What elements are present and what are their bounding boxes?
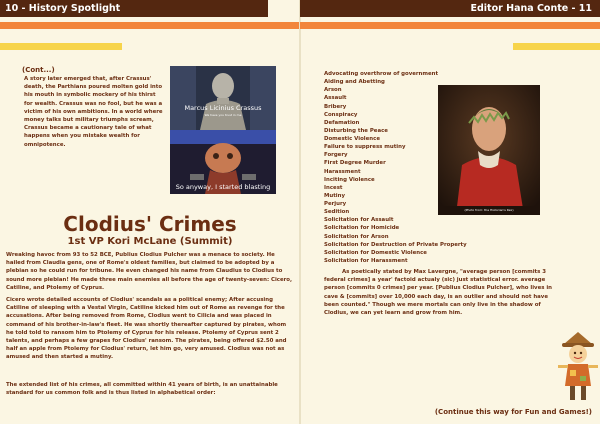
body-paragraph-2: Cicero wrote detailed accounts of Clodius' scandals as a political enemy; After accusing Catiline of sleeping with a Vestal Virgin, Catiline kicked him out of Rome as revenge for the accusations. After being removed from Rome, Clodius went to Cilicia and was placed in command of his brother-in-law's fleet. He was shortly thereafter captured by pirates, whom he told told to ransom him to Ptolemy of Cyprus for his release. Ptolemy of Cyprus sent 2 talents, and perhaps a few grapes for Clodius' ransom. The pirates, being offered $2.50 and half an apple from Ptolemy for Clodius' return, let him go, very amused. Clodius was not as amused and then started a mutiny. [6,297,287,361]
caesar-portrait [438,85,540,215]
list-item: Arson [324,87,342,94]
yellow-stripe [0,43,122,50]
right-page-header: Editor Hana Conte - 11 [300,0,600,17]
left-page-header: 10 - History Spotlight [0,0,268,17]
body-paragraph-1: Wreaking havoc from 93 to 52 BCE, Publius Clodius Pulcher was a menace to society. He hailed from Claudia gens, one of Rome's oldest families, but claimed to be adopted by a plebian so he could run for tribune. He even changed his name from Claudius to Clodius to sound more plebian! He made three main enemies all before the age of twenty-seven: Cicero, Catiline, and Ptolemy of Cyprus. [6,252,293,291]
meme-top-subcaption: We have you trust in me [204,113,242,117]
scarecrow-illustration [558,330,598,404]
list-item: Inciting Violence [324,176,375,183]
article-title: Clodius' Crimes [63,212,237,236]
quote-paragraph: As poetically stated by Max Lavergne, "average person [commits 3 federal crimes] a year' factoid actualy (sic) just statistical error. average person [commits 0 crimes] per year. [Publius Clodius Pulcher], who lives in cave & [commits] over 10,000 each day, is an outlier and should not have been counted." Though we mere mortals can only live in the shadow of Clodius, we can yet learn and grow from him. [324,269,553,317]
list-item: Mutiny [324,192,345,199]
yellow-stripe [513,43,600,50]
closing-note: (Continue this way for Fun and Games!) [434,408,592,416]
body-paragraph-3: The extended list of his crimes, all committed within 41 years of birth, is an unattainable standard for us common folk and is thus listed in alphabetical order: [6,382,278,397]
list-item: Assault [324,95,347,102]
list-item: Solicitation for Harassment [324,257,408,264]
list-item: First Degree Murder [324,160,386,167]
list-item: Forgery [324,152,348,159]
continued-label: (Cont...) [22,66,55,74]
list-item: Perjury [324,201,347,207]
orange-stripe [0,22,300,29]
list-item: Solicitation for Arson [324,233,389,240]
list-item: Solicitation for Assault [324,217,394,224]
right-page [300,0,600,424]
meme-top-caption: Marcus Licinius Crassus [184,104,262,112]
list-item: Disturbing the Peace [324,127,388,134]
list-item: Solicitation for Destruction of Private Property [324,241,467,248]
list-item: Conspiracy [324,111,358,118]
caesar-portrait-art [438,85,540,215]
list-item: Bribery [324,103,347,110]
article-byline: 1st VP Kori McLane (Summit) [67,236,233,247]
portrait-caption: (Photo from: the Historian's Rex) [464,208,514,212]
list-item: Sedition [324,209,350,216]
list-item: Solicitation for Homicide [324,225,400,232]
orange-stripe [300,22,600,29]
list-item: Solicitation for Domestic Violence [324,249,427,256]
list-item: Defamation [324,119,360,126]
crassus-meme-top-panel [170,66,276,130]
list-item: Failure to suppress mutiny [324,144,406,151]
intro-paragraph: A story later emerged that, after Crassus' death, the Parthians poured molten gold into his mouth in symbolic mockery of his thirst for wealth. Crassus was no fool, but he was a victim of his own ambitions. In a world where money talks but military triumphs scream, Crassus became a cautionary tale of what happens when you mistake wealth for omnipotence. [24,76,163,148]
list-item: Incest [324,184,343,191]
list-item: Advocating overthrow of government [324,71,439,77]
list-item: Harassment [324,168,361,175]
crassus-meme-image [170,66,276,194]
list-item: Aiding and Abetting [324,79,385,86]
list-item: Domestic Violence [324,136,380,142]
meme-bottom-caption: So anyway, I started blasting [175,183,271,191]
